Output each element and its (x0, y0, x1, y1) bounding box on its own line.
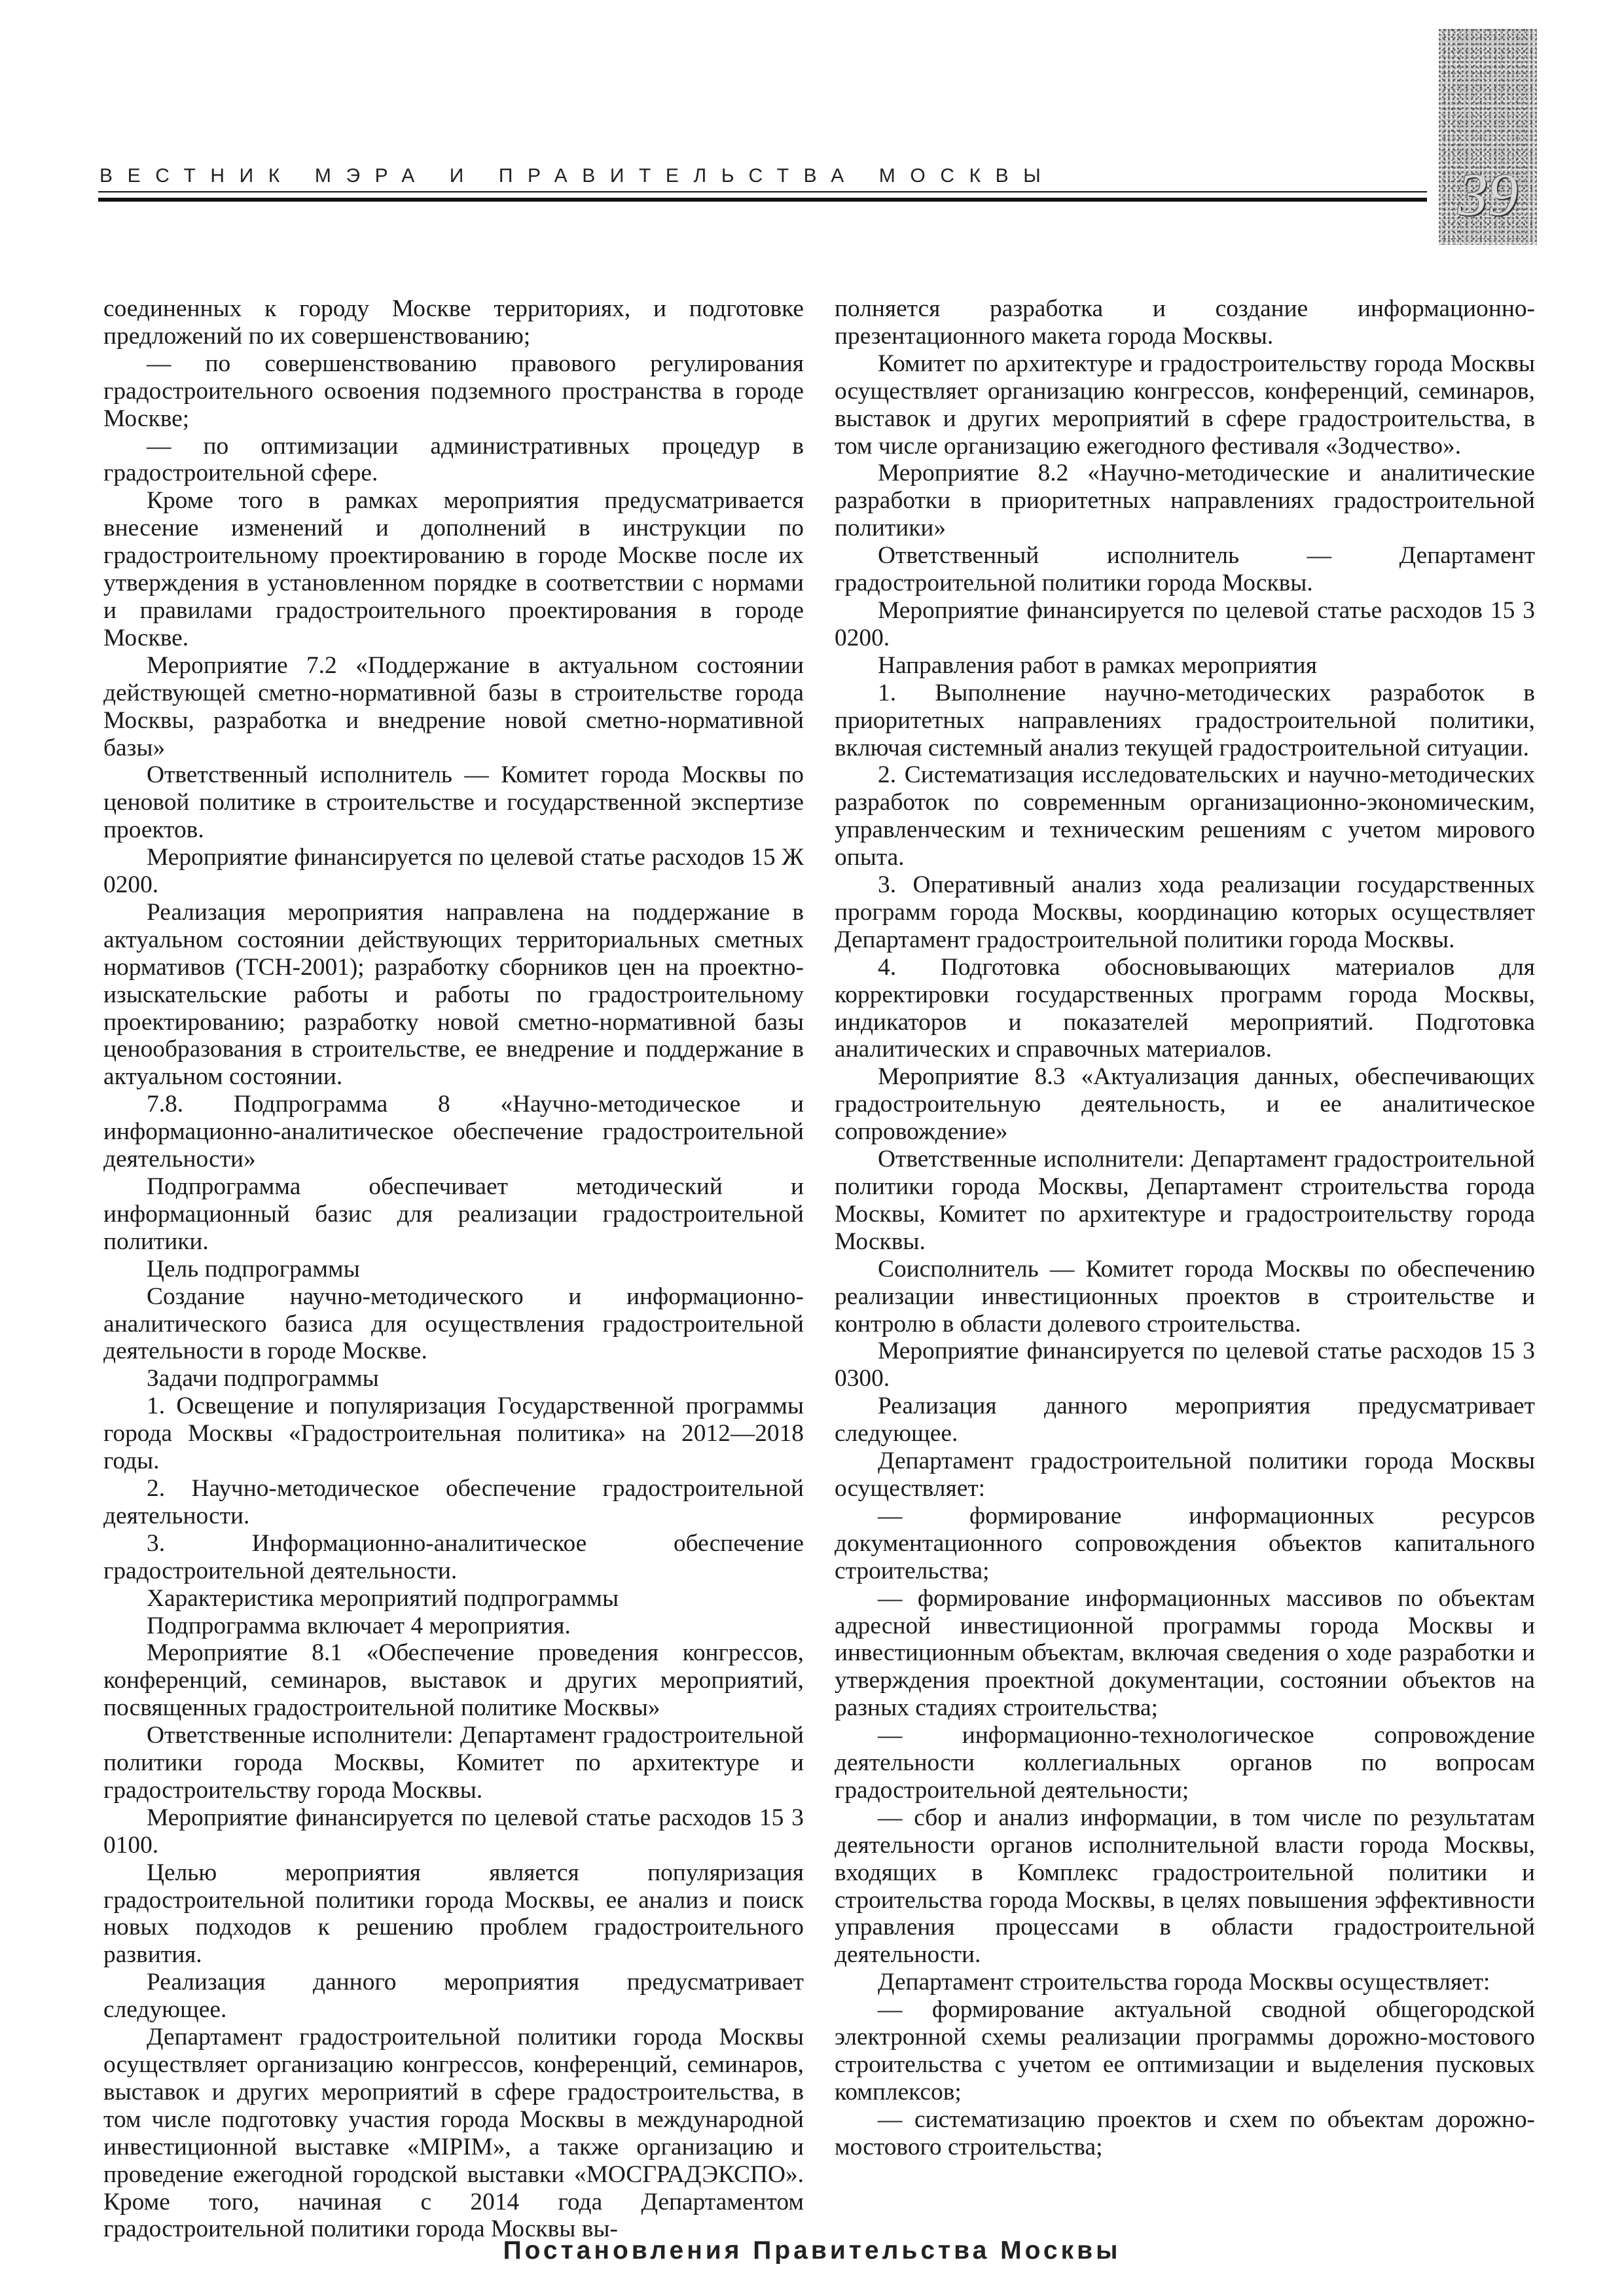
paragraph: — сбор и анализ информации, в том числе по результатам деятельности органов исполнительной власти города Москвы, входящих в Комплекс градостроительной политики и строительства города Москвы, в целях повышения эффективности управления процессами в области градостроительной деятельности. (835, 1804, 1535, 1969)
paragraph: Создание научно-методического и информационно-аналитического базиса для осуществления градостроительной деятельности в городе Москве. (103, 1283, 804, 1365)
paragraph: — по оптимизации административных процедур в градостроительной сфере. (103, 432, 804, 487)
left-text-column (103, 295, 804, 2243)
paragraph: Реализация данного мероприятия предусматривает следующее. (835, 1393, 1535, 1448)
paragraph: 2. Систематизация исследовательских и научно-методических разработок по современным организационно-экономическим, управленческим и техническим решениям с учетом мирового опыта. (835, 761, 1535, 871)
paragraph: Подпрограмма обеспечивает методический и информационный базис для реализации градостроительной политики. (103, 1173, 804, 1255)
paragraph: Комитет по архитектуре и градостроительству города Москвы осуществляет организацию конгрессов, конференций, семинаров, выставок и других мероприятий в сфере градостроительства, в том числе организацию ежегодного фестиваля «Зодчество». (835, 350, 1535, 460)
paragraph: — по совершенствованию правового регулирования градостроительного освоения подземного пространства в городе Москве; (103, 350, 804, 432)
paragraph: — формирование информационных массивов по объектам адресной инвестиционной программы города Москвы и инвестиционным объектам, включая сведения о ходе разработки и утверждения проектной документации, состоянии объектов на разных стадиях строительства; (835, 1584, 1535, 1722)
paragraph: Соисполнитель — Комитет города Москвы по обеспечению реализации инвестиционных проектов в строительстве и контролю в области долевого строительства. (835, 1255, 1535, 1338)
paragraph: — систематизацию проектов и схем по объектам дорожно-мостового строительства; (835, 2105, 1535, 2160)
paragraph: Мероприятие финансируется по целевой статье расходов 15 Ж 0200. (103, 844, 804, 899)
paragraph: Департамент градостроительной политики города Москвы осуществляет: (835, 1448, 1535, 1502)
paragraph: Характеристика мероприятий подпрограммы (147, 1584, 619, 1612)
header-rule-thin (98, 191, 1427, 192)
paragraph: Мероприятие финансируется по целевой статье расходов 15 3 0100. (103, 1804, 804, 1859)
paragraph: 3. Оперативный анализ хода реализации государственных программ города Москвы, координацию которых осуществляет Департамент градостроительной политики города Москвы. (835, 871, 1535, 953)
paragraph: Мероприятие 8.3 «Актуализация данных, обеспечивающих градостроительную деятельность, и ее аналитическое сопровождение» (835, 1063, 1535, 1146)
paragraph: Цель подпрограммы (147, 1255, 360, 1283)
paragraph: 1. Освещение и популяризация Государственной программы города Москвы «Градостроительная политика» на 2012—2018 годы. (103, 1393, 804, 1475)
paragraph: — информационно-технологическое сопровождение деятельности коллегиальных органов по вопросам градостроительной деятельности; (835, 1722, 1535, 1804)
paragraph: Ответственный исполнитель — Комитет города Москвы по ценовой политике в строительстве и государственной экспертизе проектов. (103, 761, 804, 844)
paragraph: Ответственные исполнители: Департамент градостроительной политики города Москвы, Департамент строительства города Москвы, Комитет по архитектуре и градостроительству города Москвы. (835, 1146, 1535, 1255)
paragraph: Ответственные исполнители: Департамент градостроительной политики города Москвы, Комитет по архитектуре и градостроительству города Москвы. (103, 1722, 804, 1804)
paragraph: Реализация данного мероприятия предусматривает следующее. (103, 1969, 804, 2024)
paragraph: соединенных к городу Москве территориях, и подготовке предложений по их совершенствованию; (103, 295, 804, 350)
paragraph: Мероприятие финансируется по целевой статье расходов 15 3 0200. (835, 596, 1535, 651)
footer-title: Постановления Правительства Москвы (503, 2236, 1121, 2265)
paragraph: Кроме того в рамках мероприятия предусматривается внесение изменений и дополнений в инструкции по градостроительному проектированию в городе Москве после их утверждения в установленном порядке в соответствии с нормами и правилами градостроительного проектирования в городе Москве. (103, 487, 804, 651)
paragraph: Мероприятие 8.1 «Обеспечение проведения конгрессов, конференций, семинаров, выставок и других мероприятий, посвященных градостроительной политике Москвы» (103, 1639, 804, 1722)
paragraph: 3. Информационно-аналитическое обеспечение градостроительной деятельности. (103, 1529, 804, 1584)
paragraph: Целью мероприятия является популяризация градостроительной политики города Москвы, ее анализ и поиск новых подходов к решению проблем градостроительного развития. (103, 1859, 804, 1969)
paragraph: Реализация мероприятия направлена на поддержание в актуальном состоянии действующих территориальных сметных нормативов (ТСН-2001); разработку сборников цен на проектно-изыскательские работы и работы по градостроительному проектированию; разработку новой сметно-нормативной базы ценообразования в строительстве, ее внедрение и поддержание в актуальном состоянии. (103, 898, 804, 1091)
paragraph: Мероприятие 7.2 «Поддержание в актуальном состоянии действующей сметно-нормативной базы в строительстве города Москвы, разработка и внедрение новой сметно-нормативной базы» (103, 651, 804, 761)
paragraph: 1. Выполнение научно-методических разработок в приоритетных направлениях градостроительной политики, включая системный анализ текущей градостроительной ситуации. (835, 679, 1535, 761)
paragraph: Ответственный исполнитель — Департамент градостроительной политики города Москвы. (835, 542, 1535, 597)
page-number-badge (1439, 29, 1537, 245)
journal-title: ВЕСТНИК МЭРА И ПРАВИТЕЛЬСТВА МОСКВЫ (99, 165, 1056, 187)
paragraph: — формирование актуальной сводной общегородской электронной схемы реализации программы дорожно-мостового строительства с учетом ее оптимизации и выделения пусковых комплексов; (835, 1996, 1535, 2105)
paragraph: полняется разработка и создание информационно-презентационного макета города Москвы. (835, 295, 1535, 350)
page-number: 39 (1458, 161, 1518, 228)
paragraph: 2. Научно-методическое обеспечение градостроительной деятельности. (103, 1474, 804, 1529)
paragraph: — формирование информационных ресурсов документационного сопровождения объектов капитального строительства; (835, 1502, 1535, 1584)
header-rule-thick (98, 198, 1427, 202)
paragraph: Задачи подпрограммы (147, 1365, 379, 1393)
paragraph: 7.8. Подпрограмма 8 «Научно-методическое и информационно-аналитическое обеспечение градостроительной деятельности» (103, 1091, 804, 1173)
paragraph: Мероприятие 8.2 «Научно-методические и аналитические разработки в приоритетных направлениях градостроительной политики» (835, 460, 1535, 542)
paragraph: Департамент строительства города Москвы осуществляет: (878, 1969, 1490, 1996)
paragraph: Департамент градостроительной политики города Москвы осуществляет организацию конгрессов, конференций, семинаров, выставок и других мероприятий в сфере градостроительства, в том числе подготовку участия города Москвы в международной инвестиционной выставке «MIPIM», а также организацию и проведение ежегодной городской выставки «МОСГРАДЭКСПО». Кроме того, начиная с 2014 года Департаментом градостроительной политики города Москвы вы- (103, 2024, 804, 2243)
paragraph: Мероприятие финансируется по целевой статье расходов 15 3 0300. (835, 1338, 1535, 1393)
right-text-column (835, 295, 1535, 2161)
paragraph: 4. Подготовка обосновывающих материалов для корректировки государственных программ города Москвы, индикаторов и показателей мероприятий. Подготовка аналитических и справочных материалов. (835, 953, 1535, 1063)
paragraph: Подпрограмма включает 4 мероприятия. (147, 1612, 571, 1639)
paragraph: Направления работ в рамках мероприятия (878, 651, 1317, 679)
